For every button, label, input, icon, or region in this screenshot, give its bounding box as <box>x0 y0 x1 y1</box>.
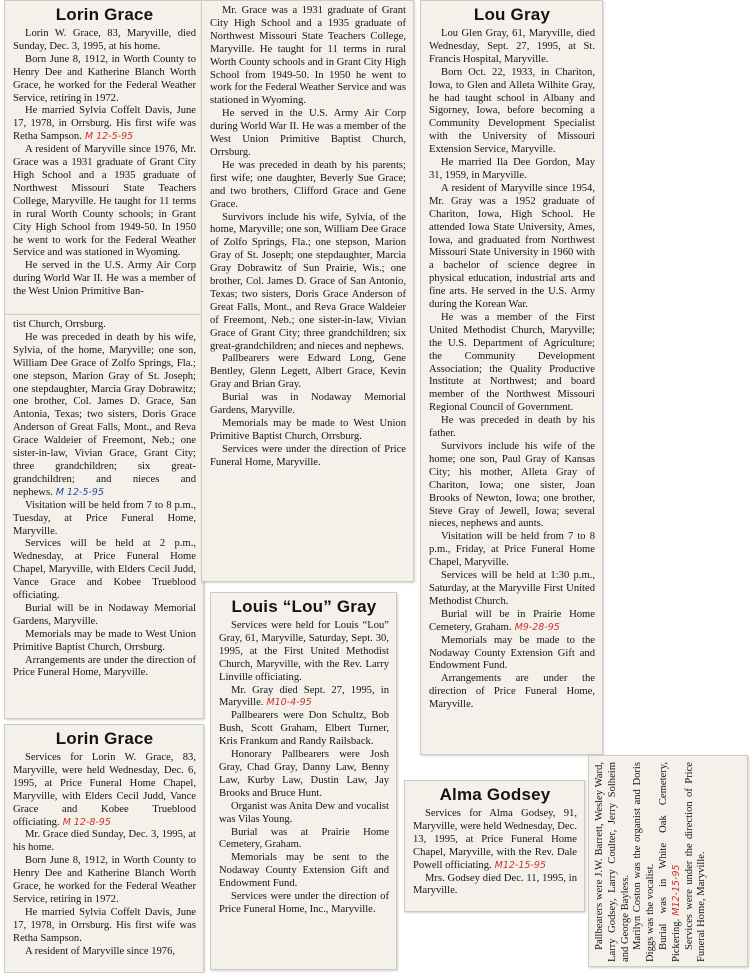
paragraph: He served in the U.S. Army Air Corp during World War II. He was a member of the West Union Primitive Ban- <box>13 260 196 298</box>
handwritten-date-note: M 12-8-95 <box>62 816 111 828</box>
paragraph: Burial was in Nodaway Memorial Gardens, Maryville. <box>210 392 406 417</box>
paragraph: Honorary Pallbearers were Josh Gray, Chad Gray, Danny Law, Benny Law, Kurby Law, Dustin Law, Jay Brooks and Bruce Hunt. <box>219 749 389 799</box>
paragraph: Arrangements are under the direction of Price Funeral Home, Maryville. <box>13 654 196 679</box>
paragraph: Born June 8, 1912, in Worth County to Henry Dee and Katherine Blanch Worth Grace, he worked for the Federal Weather Service, retiring in 1972. <box>13 855 196 905</box>
paragraph: Marilyn Coston was the organist and Doris Diggs was the vocalist. <box>632 762 657 962</box>
paragraph: Memorials may be made to West Union Primitive Baptist Church, Orrsburg. <box>13 628 196 653</box>
paragraph: Born June 8, 1912, in Worth County to Henry Dee and Katherine Blanch Worth Grace, he worked for the Federal Weather Service, retiring in 1972. <box>13 53 196 104</box>
handwritten-date-note: M12-15-95 <box>494 859 546 871</box>
paragraph: Burial was at Prairie Home Cemetery, Graham. <box>219 826 389 851</box>
paragraph: Pallbearers were J.W. Barrett, Wesley Ward, Larry Godsey, Larry Coulter, Jerry Solheim and George Bayless. <box>594 762 631 962</box>
paragraph: Mr. Grace died Sunday, Dec. 3, 1995, at his home. <box>13 829 196 854</box>
clipping-godsey-continued-rotated <box>588 755 748 967</box>
paragraph <box>658 762 684 962</box>
clipping-heading: Lorin Grace <box>55 729 154 748</box>
clipping-heading: Lorin Grace <box>55 5 154 24</box>
paragraph-text: Mr. Gray died Sept. 27, 1995, in Maryville. <box>219 684 389 709</box>
clipping-lorin-grace-services <box>4 724 204 973</box>
clipping-lou-gray-obituary <box>420 0 603 755</box>
paragraph: He was preceded in death by his father. <box>429 415 595 440</box>
paragraph: Services were under the direction of Price Funeral Home, Maryville. <box>210 443 406 468</box>
paragraph-text: Services for Lorin W. Grace, 83, Maryville, were held Wednesday, Dec. 6, 1995, at Price Funeral Home Chapel, Maryville, with Elders Cecil Judd, Vance Grace and Kobee Trueblood officiating. <box>13 752 196 828</box>
paragraph: Mr. Grace was a 1931 graduate of Grant City High School and a 1935 graduate of Northwest Missouri State Teachers College, Maryville. He taught for 11 terms in rural Worth County schools and in Grant City High School from 1949-50. In 1950 he went to work for the Federal Weather Service and was stationed in Wyoming. <box>210 5 406 107</box>
paragraph-text: Services for Alma Godsey, 91, Maryville, were held Wednesday, Dec. 13, 1995, at Price Funeral Home Chapel, Maryville, with the Rev. Dale Powell officiating. <box>413 808 577 871</box>
clipping-mr-grace-services <box>201 0 414 582</box>
paragraph-text: He was preceded in death by his wife, Sylvia, of the home, Maryville; one son, William Dee Grace of Zolfo Springs, Fla.; one stepson, Marion Gray of St. Joseph; one stepdaughter, Marcia Gray Dobrawitz; one brother, Col. James D. Grace, San Antonia, Texas; two sisters, Doris Grace Anderson of Great Falls, Mont., and Reva Grace Waldeier of Freemont, Neb.; one sister-in-law, Vivian Grace, Grant City; three grandchildren; six great-grandchildren; and nieces and nephews. <box>13 331 196 498</box>
paragraph: He was preceded in death by his parents; first wife; one daughter, Beverly Sue Grace; and two brothers, Clifford Grace and Gene Grace. <box>210 159 406 210</box>
paragraph: Pallbearers were Edward Long, Gene Bentley, Glenn Legett, Albert Grace, Kevin Gray and Brian Gray. <box>210 353 406 391</box>
paragraph: tist Church, Orrsburg. <box>13 319 106 330</box>
paragraph: Arrangements are under the direction of Price Funeral Home, Maryville. <box>429 673 595 711</box>
paragraph <box>13 752 196 829</box>
handwritten-date-note: M9-28-95 <box>514 621 560 633</box>
clipping-lorin-grace-continued <box>4 314 204 719</box>
paragraph: He served in the U.S. Army Air Corp during World War II. He was a member of the West Union Primitive Baptist Church, Orrsburg. <box>210 108 406 158</box>
paragraph: Mrs. Godsey died Dec. 11, 1995, in Maryville. <box>413 872 577 897</box>
rotated-text-block <box>589 756 748 967</box>
paragraph-text: Burial was in White Oak Cemetery, Pickering. <box>657 762 682 962</box>
paragraph-text: He married Sylvia Coffelt Davis, June 17, 1978, in Orrsburg. His first wife was Retha Sampson. <box>13 105 196 143</box>
clipping-heading: Alma Godsey <box>439 785 551 804</box>
paragraph: Memorials may be made to West Union Primitive Baptist Church, Orrsburg. <box>210 418 406 442</box>
paragraph: Visitation will be held from 7 to 8 p.m., Friday, at Price Funeral Home Chapel, Maryville. <box>429 531 595 569</box>
paragraph: Memorials may be made to the Nodaway County Extension Gift and Endowment Fund. <box>429 634 595 672</box>
handwritten-date-note: M12-15-95 <box>670 864 682 916</box>
paragraph: He married Sylvia Coffelt Davis, June 17, 1978, in Orrsburg. His first wife was Retha Sampson. <box>13 906 196 944</box>
clipping-louis-lou-gray-services <box>210 592 397 970</box>
paragraph: Services were held for Louis “Lou” Gray, 61, Maryville, Saturday, Sept. 30, 1995, at the First United Methodist Church, Maryville, with the Rev. Larry Linville officiating. <box>219 620 389 683</box>
clipping-alma-godsey-services <box>404 780 585 912</box>
paragraph: Born Oct. 22, 1933, in Chariton, Iowa, to Glen and Alleta Wilhite Gray, he had taught school in Albany and Sigorney, Iowa, before becoming a Community Development Specialist with the University of Missouri Extension Service, Maryville. <box>429 66 595 156</box>
paragraph: Lou Glen Gray, 61, Maryville, died Wednesday, Sept. 27, 1995, at St. Francis Hospital, Maryville. <box>429 28 595 65</box>
paragraph <box>13 105 196 144</box>
paragraph: He was a member of the First United Methodist Church, Maryville; the U.S. Department of Agriculture; the Community Development Association; the Quality Productive Institute at Northwest; and board member of the Northwest Missouri Regional Council of Government. <box>429 311 595 414</box>
paragraph: Services were under the direction of Price Funeral Home, Inc., Maryville. <box>219 891 389 915</box>
paragraph: A resident of Maryville since 1976, <box>25 945 176 957</box>
paragraph: Memorials may be sent to the Nodaway County Extension Gift and Endowment Fund. <box>219 852 389 890</box>
paragraph <box>413 808 577 873</box>
clipping-heading: Lou Gray <box>473 5 551 24</box>
paragraph: Organist was Anita Dew and vocalist was Vilas Young. <box>219 800 389 825</box>
handwritten-date-note: M 12-5-95 <box>84 131 134 143</box>
paragraph: Survivors include his wife of the home; one son, Paul Gray of Kansas City; his mother, Alleta Gray of Chariton, Iowa; one sister, Joan Brooks of Newton, Iowa; one brother, Steve Gray of Jewell, Iowa; several nieces, nephews and aunts. <box>429 441 595 530</box>
paragraph: Services will be held at 1:30 p.m., Saturday, at the Maryville First United Methodist Church. <box>429 570 595 607</box>
paragraph: Pallbearers were Don Schultz, Bob Bush, Scott Graham, Elbert Turner, Kris Frankum and Randy Railsback. <box>219 710 389 748</box>
paragraph <box>429 609 595 635</box>
handwritten-date-note: M 12-5-95 <box>55 486 105 498</box>
paragraph: A resident of Maryville since 1976, Mr. Grace was a 1931 graduate of Grant City High School and a 1935 graduate of Northwest Missouri State Teachers College, Maryville. He taught for 11 terms in rural Worth County schools; in Grant City High School from 1949-50. In 1950 he went to work for the Federal Weather Service and was stationed in Wyoming. <box>13 144 196 259</box>
handwritten-date-note: M10-4-95 <box>266 697 312 709</box>
paragraph <box>219 685 389 711</box>
paragraph: Survivors include his wife, Sylvia, of the home, Maryville; one son, William Dee Grace of Zolfo Springs, Fla.; one stepson, Marion Gray of St. Joseph; one stepdaughter, Marcia Gray Dobrawitz of Sun Prairie, Wis.; one brother, Col. James D. Grace of San Antonio, Texas; two sisters, Doris Grace Anderson of Great Falls, Mont., and Reva Grace Waldeier of Freemont, Neb.; one sister-in-law, Vivian Grace of Grant City; three grandchildren; six great-grandchildren; and nieces and nephews. <box>210 211 406 352</box>
paragraph: He married Ila Dee Gordon, May 31, 1959, in Maryville. <box>429 157 595 181</box>
clipping-lorin-grace-obituary <box>4 0 204 316</box>
clipping-heading: Louis “Lou” Gray <box>231 597 377 616</box>
paragraph-text: Burial will be in Prairie Home Cemetery, Graham. <box>429 608 595 633</box>
paragraph: Visitation will be held from 7 to 8 p.m., Tuesday, at Price Funeral Home, Maryville. <box>13 499 196 537</box>
paragraph: A resident of Maryville since 1954, Mr. Gray was a 1952 graduate of Chariton, Iowa, High School. He attended Iowa State University, Ames, Iowa, and graduated from Northwest Missouri State University in 1960 with a bachelor of science degree in physical education, industrial arts and fine arts. He served in the U.S. Army during the Korean War. <box>429 182 595 311</box>
paragraph <box>13 332 196 500</box>
paragraph: Lorin W. Grace, 83, Maryville, died Sunday, Dec. 3, 1995, at his home. <box>13 28 196 52</box>
paragraph: Services were under the direction of Price Funeral Home, Maryville. <box>683 762 708 962</box>
paragraph: Burial will be in Nodaway Memorial Gardens, Maryville. <box>13 602 196 627</box>
paragraph: Services will be held at 2 p.m., Wednesday, at Price Funeral Home Chapel, Maryville, with Elders Cecil Judd, Vance Grace and Kobee Trueblood officiating. <box>13 538 196 602</box>
